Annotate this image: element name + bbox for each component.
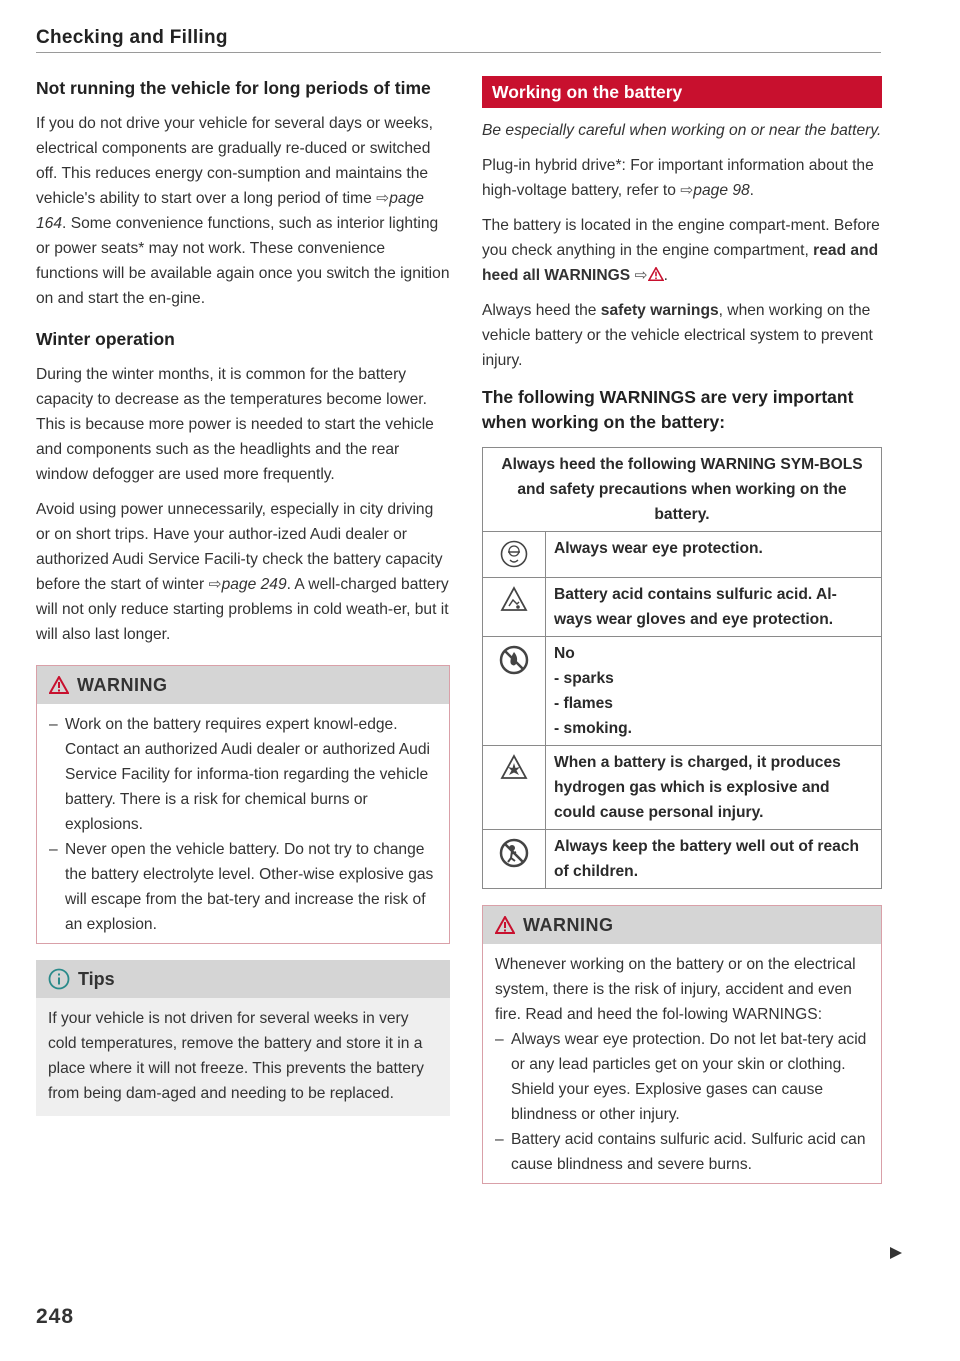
warning-box bbox=[36, 665, 450, 944]
table-header-row bbox=[483, 448, 882, 532]
table-row bbox=[483, 578, 882, 637]
location-text: The battery is located in the engine compart-ment. Before you check anything in the engine compartment, bbox=[482, 217, 880, 259]
acid-warning-icon bbox=[500, 586, 528, 612]
no-fire-line: No bbox=[554, 645, 575, 662]
eye-protection-icon bbox=[500, 540, 528, 568]
section-banner: Working on the battery bbox=[482, 76, 882, 108]
warning-item: – Work on the battery requires expert knowl-edge. Contact an authorized Audi dealer or authorized Audi Service Facility for informa-tion regarding the vehicle battery. There is a risk for chemical burns or explosions. bbox=[49, 712, 437, 837]
long-periods-heading: Not running the vehicle for long periods of time bbox=[36, 78, 431, 98]
winter-paragraph: During the winter months, it is common for the battery capacity to decrease as the temperatures become lower. This is because more power is needed to start the vehicle and components such as the headlights and the rear window defogger are used more frequently. bbox=[36, 366, 434, 483]
long-periods-text-b: . Some convenience functions, such as interior lighting or power seats* may not work. These convenience functions will be available again once you switch the ignition on and start the en-gine. bbox=[36, 215, 450, 307]
no-fire-line: - flames bbox=[554, 695, 613, 712]
warning-item-text: Always wear eye protection. Do not let bat-tery acid or any lead particles get on your skin or clothing. Shield your eyes. Explosive gases can cause blindness or other injury. bbox=[511, 1031, 867, 1123]
reference-arrow-icon: ⇨ bbox=[680, 182, 694, 199]
table-row bbox=[483, 532, 882, 578]
keep-children-away-icon bbox=[499, 838, 529, 868]
avoid-text-b: . A well-charged battery will not only reduce starting problems in cold weath-er, but it will also last longer. bbox=[36, 576, 449, 643]
tips-box bbox=[36, 960, 450, 1116]
location-paragraph: The battery is located in the engine compart-ment. Before you check anything in the engine compartment, read and heed all WARNINGS ⇨ . bbox=[482, 217, 880, 284]
warning-item-text: Battery acid contains sulfuric acid. Sulfuric acid can cause blindness and severe burns. bbox=[511, 1131, 866, 1173]
warning-item: – Battery acid contains sulfuric acid. Sulfuric acid can cause blindness and severe burns. bbox=[495, 1127, 869, 1177]
warning-box bbox=[482, 905, 882, 1184]
no-fire-icon bbox=[499, 645, 529, 675]
warning-intro: Whenever working on the battery or on the electrical system, there is the risk of injury, accident and even fire. Read and heed the fol-lowing WARNINGS: bbox=[495, 956, 856, 1023]
section-header: Checking and Filling bbox=[36, 27, 228, 48]
no-fire-line: - sparks bbox=[554, 670, 614, 687]
page-number: 248 bbox=[36, 1305, 75, 1328]
warning-item-text: Work on the battery requires expert knowl-edge. Contact an authorized Audi dealer or authorized Audi Service Facility for informa-tion regarding the vehicle battery. There is a risk for chemical burns or explosions. bbox=[65, 716, 430, 833]
table-cell bbox=[546, 637, 882, 746]
table-row bbox=[483, 637, 882, 746]
table-header: Always heed the following WARNING SYM-BOLS and safety precautions when working on the battery. bbox=[483, 448, 882, 532]
page-reference-link[interactable]: page 249 bbox=[221, 576, 287, 593]
heed-paragraph bbox=[482, 298, 882, 373]
avoid-paragraph bbox=[36, 497, 450, 647]
table-cell: Battery acid contains sulfuric acid. Al-ways wear gloves and eye protection. bbox=[546, 578, 882, 637]
warning-triangle-icon bbox=[49, 676, 69, 694]
warning-item: – Never open the vehicle battery. Do not try to change the battery electrolyte level. Other-wise explosive gas will escape from the bat-tery and increase the risk of an explosion. bbox=[49, 837, 437, 937]
info-icon bbox=[48, 968, 70, 990]
warning-symbols-table bbox=[482, 447, 882, 889]
table-cell: When a battery is charged, it produces hydrogen gas which is explosive and could cause personal injury. bbox=[546, 746, 882, 830]
intro-text: Be especially careful when working on or near the battery. bbox=[482, 122, 882, 139]
no-fire-line: - smoking. bbox=[554, 720, 632, 737]
left-column bbox=[36, 76, 450, 1116]
reference-arrow-icon: ⇨ bbox=[634, 267, 648, 284]
heed-text-a: Always heed the bbox=[482, 302, 597, 319]
warning-body bbox=[37, 704, 449, 943]
continue-arrow-icon bbox=[888, 1246, 904, 1260]
warning-triangle-icon bbox=[648, 267, 664, 281]
long-periods-paragraph bbox=[36, 111, 450, 311]
hybrid-text: Plug-in hybrid drive*: For important information about the high-voltage battery, refer to bbox=[482, 157, 874, 199]
warning-label: WARNING bbox=[523, 914, 614, 935]
heed-bold-text: safety warnings bbox=[600, 302, 719, 319]
warning-triangle-icon bbox=[495, 916, 515, 934]
page-reference-link[interactable]: page 98 bbox=[693, 182, 750, 199]
reference-arrow-icon: ⇨ bbox=[376, 190, 390, 207]
table-row bbox=[483, 746, 882, 830]
tips-header bbox=[36, 960, 450, 998]
tips-text: If your vehicle is not driven for several weeks in very cold temperatures, remove the battery and store it in a place where it will not freeze. This prevents the battery from being dam-aged and needing to be replaced. bbox=[48, 1010, 424, 1102]
header-divider bbox=[36, 52, 881, 53]
table-cell: Always wear eye protection. bbox=[546, 532, 882, 578]
hybrid-paragraph bbox=[482, 153, 882, 203]
table-row bbox=[483, 830, 882, 889]
hybrid-end: . bbox=[749, 182, 755, 199]
heed-text-b: , when working on the vehicle battery or the vehicle electrical system to prevent injury. bbox=[482, 302, 873, 369]
warning-item-text: Never open the vehicle battery. Do not try to change the battery electrolyte level. Other-wise explosive gas will escape from the bat-tery and increase the risk of an explosion. bbox=[65, 841, 434, 933]
warning-item: – Always wear eye protection. Do not let bat-tery acid or any lead particles get on your skin or clothing. Shield your eyes. Explosive gases can cause blindness or other injury. bbox=[495, 1027, 869, 1127]
reference-arrow-icon: ⇨ bbox=[208, 576, 222, 593]
warning-header bbox=[483, 906, 881, 944]
avoid-text-a: Avoid using power unnecessarily, especially in city driving or on short trips. Have your author-ized Audi dealer or authorized Audi Service Facili-ty check the battery capacity before the start of winter bbox=[36, 501, 443, 593]
page-reference-link[interactable]: page 164 bbox=[36, 190, 424, 232]
table-cell: Always keep the battery well out of reach of children. bbox=[546, 830, 882, 889]
warning-label: WARNING bbox=[77, 674, 168, 695]
warning-header bbox=[37, 666, 449, 704]
long-periods-text-a: If you do not drive your vehicle for several days or weeks, electrical components are gradually re-duced or switched off. This reduces energy con-sumption and maintains the vehicle's ability to start over a long period of time bbox=[36, 115, 433, 207]
warning-body bbox=[483, 944, 881, 1183]
location-bold-text: read and heed all WARNINGS bbox=[482, 242, 879, 284]
following-heading: The following WARNINGS are very important when working on the battery: bbox=[482, 387, 854, 432]
right-column bbox=[482, 76, 882, 1184]
tips-body bbox=[36, 998, 450, 1116]
winter-heading: Winter operation bbox=[36, 329, 175, 349]
explosive-gas-icon bbox=[500, 754, 528, 780]
tips-label: Tips bbox=[78, 968, 115, 989]
